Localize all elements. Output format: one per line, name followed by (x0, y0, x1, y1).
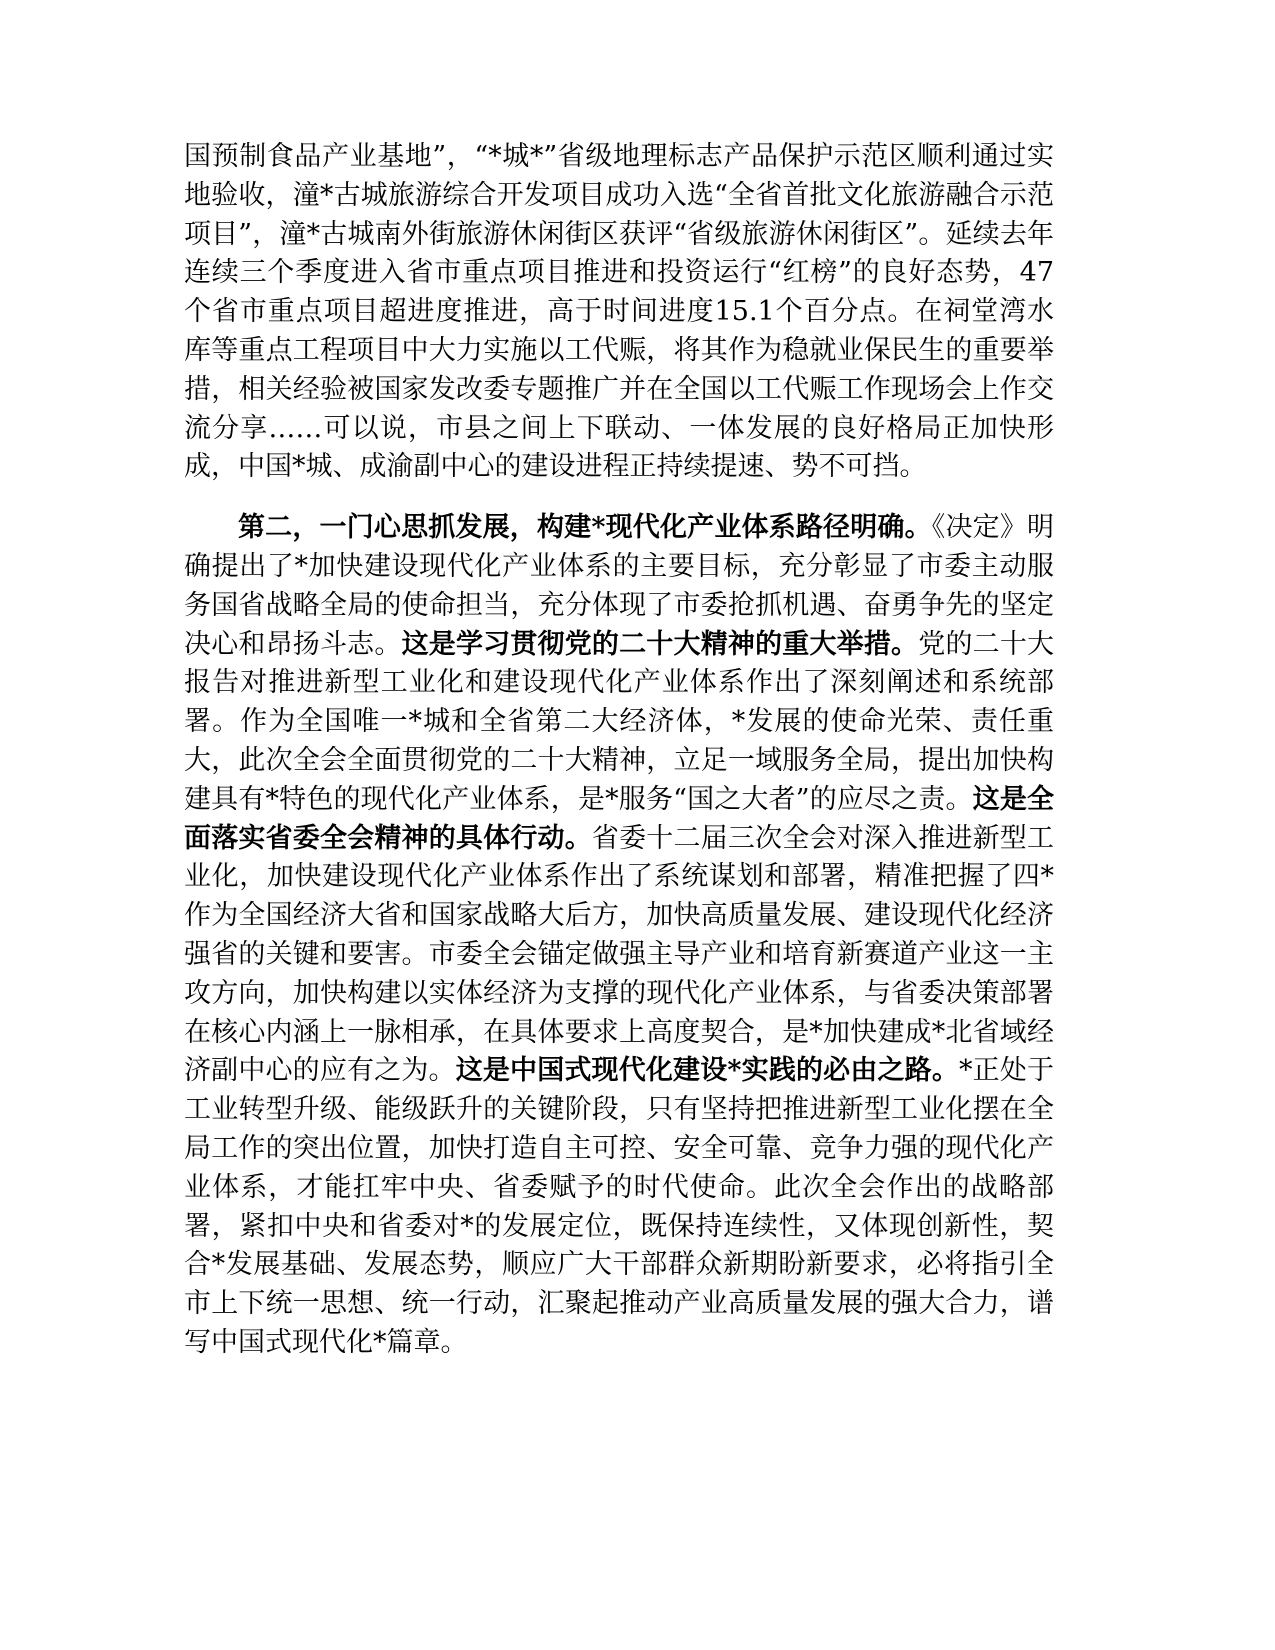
paragraph-continued (184, 138, 1054, 487)
section-heading: 第二，一门心思抓发展，构建*现代化产业体系路径明确。 (238, 512, 932, 544)
document-page (184, 138, 1054, 1363)
paragraph-text: *正处于工业转型升级、能级跃升的关键阶段，只有坚持把推进新型工业化摆在全局工作的突出位置，加快打造自主可控、安全可靠、竞争力强的现代化产业体系，才能扛牢中央、省委赋予的时代使命。此次全会作出的战略部署，紧扣中央和省委对*的发展定位，既保持连续性，又体现创新性，契合*发展基础、发展态势，顺应广大干部群众新期盼新要求，必将指引全市上下统一思想、统一行动，汇聚起推动产业高质量发展的强大合力，谱写中国式现代化*篇章。 (184, 1055, 1055, 1358)
bold-point-3: 这是中国式现代化建设*实践的必由之路。 (455, 1055, 959, 1087)
paragraph-second-point (184, 509, 1054, 1363)
paragraph-text: 《决定》明确提出了*加快建设现代化产业体系的主要目标，充分彰显了市委主动服务国省战略全局的使命担当，充分体现了市委抢抓机遇、奋勇争先的坚定决心和昂扬斗志。 (184, 512, 1054, 660)
paragraph-text: 党的二十大报告对推进新型工业化和建设现代化产业体系作出了深刻阐述和系统部署。作为全国唯一*城和全省第二大经济体，*发展的使命光荣、责任重大，此次全会全面贯彻党的二十大精神，立足一域服务全局，提出加快构建具有*特色的现代化产业体系，是*服务“国之大者”的应尽之责。 (184, 628, 1055, 815)
bold-point-1: 这是学习贯彻党的二十大精神的重大举措。 (401, 628, 919, 660)
paragraph-text: 国预制食品产业基地”，“*城*”省级地理标志产品保护示范区顺利通过实地验收，潼*古城旅游综合开发项目成功入选“全省首批文化旅游融合示范项目”，潼*古城南外街旅游休闲街区获评“省级旅游休闲街区”。延续去年连续三个季度进入省市重点项目推进和投资运行“红榜”的良好态势，47个省市重点项目超进度推进，高于时间进度15.1个百分点。在祠堂湾水库等重点工程项目中大力实施以工代赈，将其作为稳就业保民生的重要举措，相关经验被国家发改委专题推广并在全国以工代赈工作现场会上作交流分享……可以说，市县之间上下联动、一体发展的良好格局正加快形成，中国*城、成渝副中心的建设进程正持续提速、势不可挡。 (184, 141, 1054, 483)
bold-point-2: 这是全面落实省委全会精神的具体行动。 (184, 783, 1054, 854)
paragraph-text: 省委十二届三次全会对深入推进新型工业化，加快建设现代化产业体系作出了系统谋划和部署，精准把握了四*作为全国经济大省和国家战略大后方，加快高质量发展、建设现代化经济强省的关键和要害。市委全会锚定做强主导产业和培育新赛道产业这一主攻方向，加快构建以实体经济为支撑的现代化产业体系，与省委决策部署在核心内涵上一脉相承，在具体要求上高度契合，是*加快建成*北省域经济副中心的应有之为。 (184, 822, 1055, 1087)
